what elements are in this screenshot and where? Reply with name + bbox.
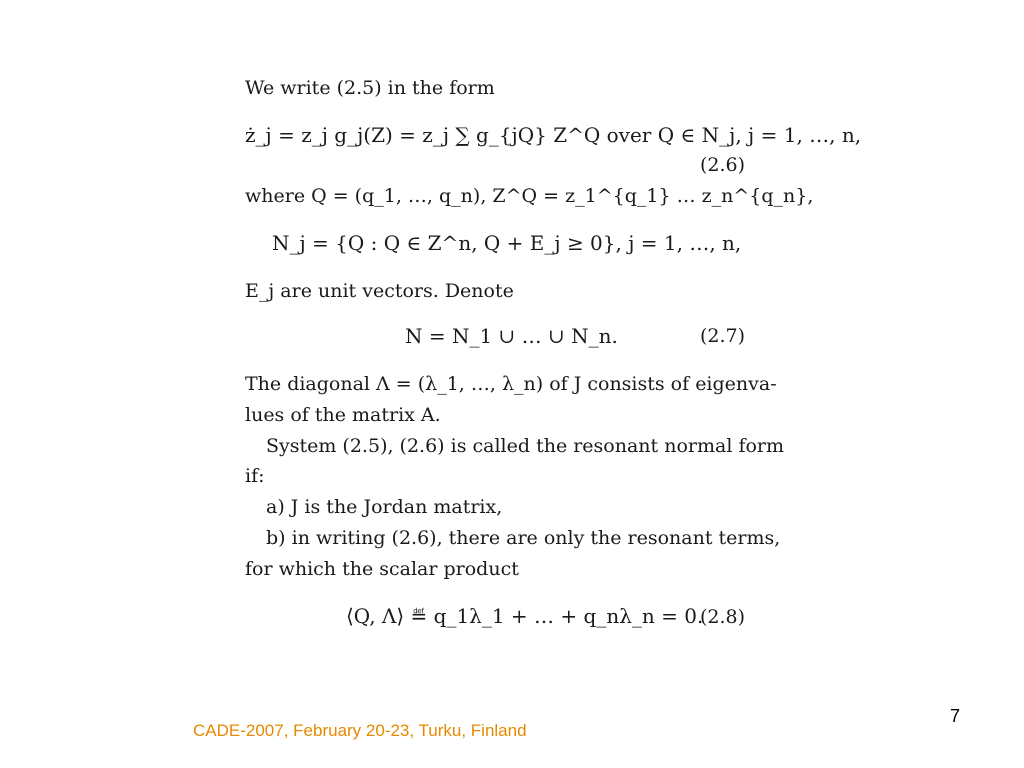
footer-conference: CADE-2007, February 20-23, Turku, Finland: [193, 721, 527, 740]
for-which-line: for which the scalar product: [245, 558, 519, 580]
page-number: 7: [950, 706, 961, 726]
item-a: a) J is the Jordan matrix,: [266, 496, 503, 518]
equation-2-8: ⟨Q, Λ⟩ ≝ q_1λ_1 + … + q_nλ_n = 0.: [346, 604, 704, 628]
equation-2-6: ż_j = z_j g_j(Z) = z_j ∑ g_{jQ} Z^Q over Q ∈ N_j, j = 1, …, n,: [245, 123, 862, 147]
equation-number-2-6: (2.6): [699, 154, 745, 176]
equation-number-2-7: (2.7): [699, 325, 745, 347]
where-line: where Q = (q_1, …, q_n), Z^Q = z_1^{q_1} … z_n^{q_n},: [245, 185, 814, 207]
system-line-1: System (2.5), (2.6) is called the resonant normal form: [266, 435, 785, 457]
system-line-2: if:: [245, 465, 265, 487]
intro-line: We write (2.5) in the form: [245, 77, 495, 99]
equation-nj: N_j = {Q : Q ∈ Z^n, Q + E_j ≥ 0}, j = 1, …, n,: [272, 231, 742, 255]
diagonal-line-2: lues of the matrix A.: [245, 404, 441, 426]
diagonal-line-1: The diagonal Λ = (λ_1, …, λ_n) of J consists of eigenva-: [245, 373, 777, 395]
equation-number-2-8: (2.8): [699, 606, 745, 628]
equation-2-7: N = N_1 ∪ … ∪ N_n.: [405, 324, 618, 348]
unit-vectors-line: E_j are unit vectors. Denote: [245, 280, 514, 302]
item-b: b) in writing (2.6), there are only the resonant terms,: [266, 527, 781, 549]
